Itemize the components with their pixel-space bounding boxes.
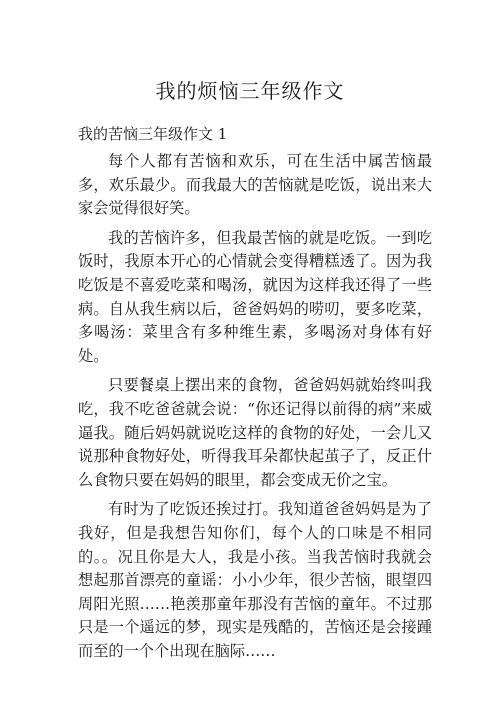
section-heading: 我的苦恼三年级作文 1 xyxy=(78,125,228,143)
paragraph: 我的苦恼许多，但我最苦恼的就是吃饭。一到吃饭时，我原本开心的心情就会变得糟糕透了。因为我吃饭是不喜爱吃菜和喝汤，就因为这样我还得了一些病。自从我生病以后，爸爸妈妈的唠叨，要多吃菜，多喝汤：菜里含有多种维生素，多喝汤对身体有好处。 xyxy=(78,228,432,365)
paragraph: 只要餐桌上摆出来的食物，爸爸妈妈就始终叫我吃，我不吃爸爸就会说：“你还记得以前得的病”来威逼我。随后妈妈就说吃这样的食物的好处，一会儿又说那种食物好处，听得我耳朵都快起茧子了，反正什么食物只要在妈妈的眼里，都会变成无价之宝。 xyxy=(78,376,432,489)
paragraph: 有时为了吃饭还挨过打。我知道爸爸妈妈是为了我好，但是我想告知你们，每个人的口味是不相同的。。况且你是大人，我是小孩。当我苦恼时我就会想起那首漂亮的童谣：小小少年，很少苦恼，眼望四周阳光照……艳羡那童年那没有苦恼的童年。不过那只是一个遥远的梦，现实是残酷的，苦恼还是会接踵而至的一个个出现在脑际…… xyxy=(78,500,432,660)
document-body xyxy=(78,150,432,669)
document-title: 我的烦恼三年级作文 xyxy=(155,79,345,103)
paragraph: 每个人都有苦恼和欢乐，可在生活中属苦恼最多，欢乐最少。而我最大的苦恼就是吃饭，说出来大家会觉得很好笑。 xyxy=(78,152,432,218)
